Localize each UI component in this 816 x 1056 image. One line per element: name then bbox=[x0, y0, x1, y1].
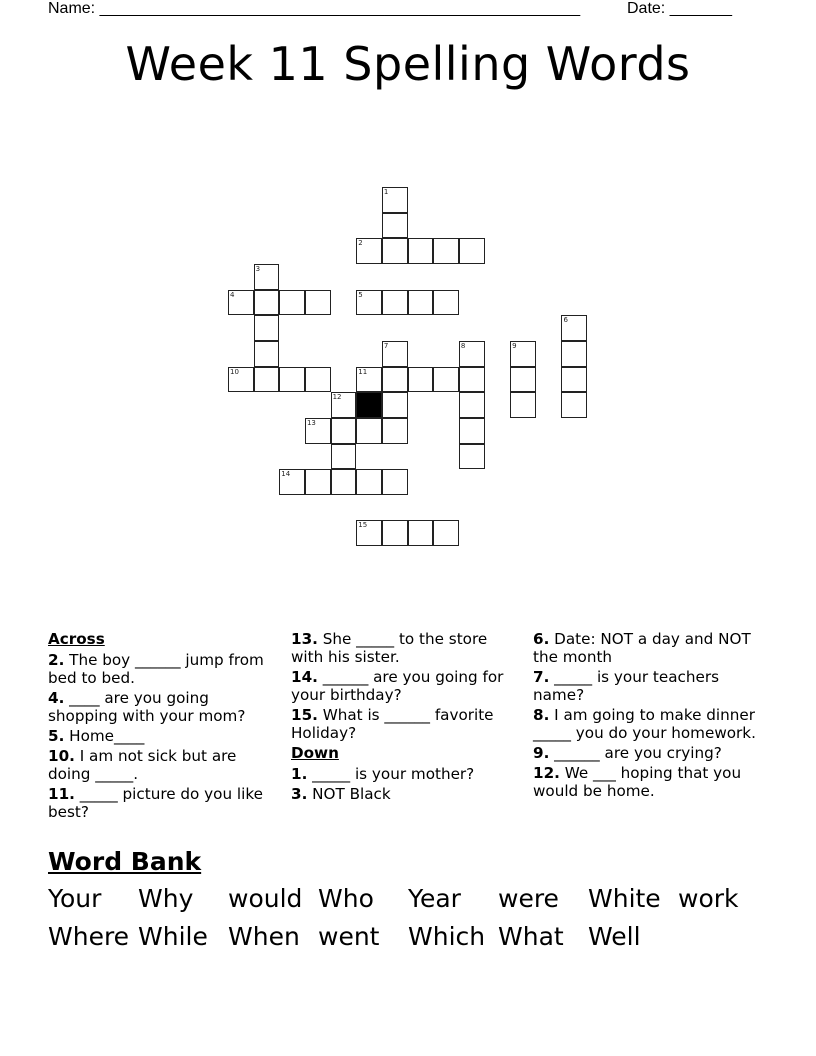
crossword-cell[interactable] bbox=[254, 290, 280, 316]
crossword-cell[interactable] bbox=[305, 290, 331, 316]
word-bank-title: Word Bank bbox=[48, 847, 202, 876]
crossword-cell[interactable] bbox=[305, 418, 331, 444]
word-bank-word: Your bbox=[48, 884, 102, 913]
crossword-cell[interactable] bbox=[356, 418, 382, 444]
crossword-cell[interactable] bbox=[561, 341, 587, 367]
clue-number: 11 bbox=[358, 367, 368, 376]
crossword-cell[interactable] bbox=[408, 290, 434, 316]
word-bank-word: were bbox=[498, 884, 559, 913]
crossword-cell[interactable] bbox=[356, 520, 382, 546]
crossword-cell[interactable] bbox=[254, 367, 280, 393]
clue-number: 5. bbox=[48, 727, 65, 745]
crossword-cell[interactable] bbox=[382, 238, 408, 264]
crossword-cell[interactable] bbox=[459, 392, 485, 418]
clue-number: 12. bbox=[533, 764, 560, 782]
crossword-cell[interactable] bbox=[356, 367, 382, 393]
clue-number: 7 bbox=[383, 341, 389, 350]
clue-text: ______ are you going for your birthday? bbox=[291, 668, 504, 704]
word-bank-word: would bbox=[228, 884, 303, 913]
clue-number: 11. bbox=[48, 785, 75, 803]
crossword-cell[interactable] bbox=[279, 290, 305, 316]
clue-item bbox=[291, 630, 521, 666]
across-heading: Across bbox=[48, 630, 105, 648]
crossword-cell[interactable] bbox=[510, 341, 536, 367]
clue-number: 4. bbox=[48, 689, 65, 707]
crossword-cell[interactable] bbox=[356, 469, 382, 495]
crossword-cell[interactable] bbox=[331, 469, 357, 495]
crossword-cell[interactable] bbox=[254, 341, 280, 367]
clue-item bbox=[291, 668, 521, 704]
clue-text: _____ picture do you like best? bbox=[48, 785, 263, 821]
crossword-cell[interactable] bbox=[254, 315, 280, 341]
crossword-cell[interactable] bbox=[331, 418, 357, 444]
crossword-cell[interactable] bbox=[561, 315, 587, 341]
word-bank-word: went bbox=[318, 922, 380, 951]
clue-number: 5 bbox=[358, 290, 363, 299]
crossword-cell[interactable] bbox=[433, 290, 459, 316]
clue-item bbox=[533, 630, 763, 666]
clue-number: 9 bbox=[512, 341, 517, 350]
clue-item bbox=[533, 764, 763, 800]
crossword-cell[interactable] bbox=[279, 469, 305, 495]
clue-number: 1. bbox=[291, 765, 308, 783]
crossword-cell[interactable] bbox=[382, 341, 408, 367]
clue-text: Date: NOT a day and NOT the month bbox=[533, 630, 751, 666]
crossword-cell[interactable] bbox=[331, 392, 357, 418]
crossword-cell[interactable] bbox=[510, 392, 536, 418]
word-bank-word: Year bbox=[408, 884, 461, 913]
word-bank-word: Where bbox=[48, 922, 130, 951]
clue-item bbox=[48, 727, 278, 745]
clue-number: 3. bbox=[291, 785, 308, 803]
clue-text: _____ is your mother? bbox=[307, 765, 475, 783]
clue-number: 1 bbox=[383, 188, 389, 196]
crossword-cell[interactable] bbox=[305, 469, 331, 495]
clue-number: 6. bbox=[533, 630, 550, 648]
crossword-cell[interactable] bbox=[382, 469, 408, 495]
crossword-cell[interactable] bbox=[510, 367, 536, 393]
crossword-cell[interactable] bbox=[228, 367, 254, 393]
crossword-cell[interactable] bbox=[408, 367, 434, 393]
word-bank-word: What bbox=[498, 922, 564, 951]
clue-item bbox=[533, 706, 763, 742]
clue-number: 13 bbox=[306, 418, 316, 427]
clue-item bbox=[48, 747, 278, 783]
clue-number: 10. bbox=[48, 747, 75, 765]
word-bank-word: While bbox=[138, 922, 208, 951]
clue-number: 8. bbox=[533, 706, 550, 724]
word-bank-word: Which bbox=[408, 922, 486, 951]
clue-text: She _____ to the store with his sister. bbox=[291, 630, 488, 666]
crossword-cell[interactable] bbox=[382, 187, 408, 213]
crossword-cell[interactable] bbox=[408, 520, 434, 546]
clue-item bbox=[48, 689, 278, 725]
crossword-cell[interactable] bbox=[561, 367, 587, 393]
clue-text: NOT Black bbox=[307, 785, 391, 803]
clue-item bbox=[48, 785, 278, 821]
crossword-cell[interactable] bbox=[459, 367, 485, 393]
crossword-cell[interactable] bbox=[228, 290, 254, 316]
page-title: Week 11 Spelling Words bbox=[125, 37, 691, 91]
clue-item bbox=[48, 651, 278, 687]
word-bank-word: White bbox=[588, 884, 661, 913]
clue-text: ____ are you going shopping with your mom? bbox=[48, 689, 246, 725]
date-field[interactable]: Date: _______ bbox=[627, 0, 732, 17]
clue-number: 13. bbox=[291, 630, 318, 648]
crossword-cell[interactable] bbox=[459, 444, 485, 470]
clue-item bbox=[291, 706, 521, 742]
crossword-cell[interactable] bbox=[382, 367, 408, 393]
crossword-cell[interactable] bbox=[356, 290, 382, 316]
clue-text: Home____ bbox=[64, 727, 145, 745]
crossword-cell[interactable] bbox=[459, 341, 485, 367]
clue-item bbox=[533, 744, 763, 762]
clue-number: 14 bbox=[281, 470, 291, 479]
clue-number: 2. bbox=[48, 651, 65, 669]
clue-number: 10 bbox=[230, 367, 239, 376]
clue-number: 3 bbox=[255, 264, 261, 273]
crossword-cell[interactable] bbox=[561, 392, 587, 418]
crossword-cell[interactable] bbox=[331, 444, 357, 470]
crossword-cell[interactable] bbox=[459, 238, 485, 264]
clues-column-1 bbox=[48, 630, 278, 823]
clue-item bbox=[291, 765, 521, 783]
crossword-cell[interactable] bbox=[305, 367, 331, 393]
clue-number: 15 bbox=[358, 521, 368, 530]
crossword-cell[interactable] bbox=[382, 392, 408, 418]
name-field[interactable]: Name: ______________________________________________________ bbox=[48, 0, 581, 17]
clue-item bbox=[533, 668, 763, 704]
word-bank-word: work bbox=[678, 884, 739, 913]
clue-number: 6 bbox=[563, 316, 568, 325]
word-bank-word: Well bbox=[588, 922, 641, 951]
crossword-cell[interactable] bbox=[382, 418, 408, 444]
crossword-cell[interactable] bbox=[382, 213, 408, 239]
clue-number: 14. bbox=[291, 668, 318, 686]
clue-text: We ___ hoping that you would be home. bbox=[533, 764, 742, 800]
crossword-cell[interactable] bbox=[433, 520, 459, 546]
word-bank-word: Why bbox=[138, 884, 194, 913]
down-heading: Down bbox=[291, 744, 339, 762]
crossword-cell[interactable] bbox=[356, 238, 382, 264]
crossword-cell[interactable] bbox=[459, 418, 485, 444]
clue-text: The boy ______ jump from bed to bed. bbox=[48, 651, 264, 687]
crossword-cell[interactable] bbox=[254, 264, 280, 290]
clue-text: _____ is your teachers name? bbox=[533, 668, 719, 704]
clue-text: What is ______ favorite Holiday? bbox=[291, 706, 494, 742]
word-bank-word: Who bbox=[318, 884, 374, 913]
clue-number: 4 bbox=[230, 290, 235, 299]
crossword-cell[interactable] bbox=[433, 367, 459, 393]
clues-column-3 bbox=[533, 630, 763, 802]
clue-number: 9. bbox=[533, 744, 550, 762]
clues-column-2 bbox=[291, 630, 521, 805]
crossword-cell[interactable] bbox=[279, 367, 305, 393]
clue-number: 12 bbox=[332, 393, 342, 402]
crossword-cell[interactable] bbox=[382, 520, 408, 546]
clue-number: 8 bbox=[460, 341, 466, 350]
clue-number: 7. bbox=[533, 668, 550, 686]
crossword-cell[interactable] bbox=[433, 238, 459, 264]
clue-item bbox=[291, 785, 521, 803]
black-cell bbox=[356, 392, 382, 418]
clue-number: 15. bbox=[291, 706, 318, 724]
clue-number: 2 bbox=[358, 239, 363, 248]
crossword-cell[interactable] bbox=[382, 290, 408, 316]
clue-text: I am not sick but are doing _____. bbox=[48, 747, 237, 783]
crossword-cell[interactable] bbox=[408, 238, 434, 264]
word-bank-word: When bbox=[228, 922, 300, 951]
clue-text: ______ are you crying? bbox=[549, 744, 722, 762]
clue-text: I am going to make dinner _____ you do your homework. bbox=[533, 706, 756, 742]
